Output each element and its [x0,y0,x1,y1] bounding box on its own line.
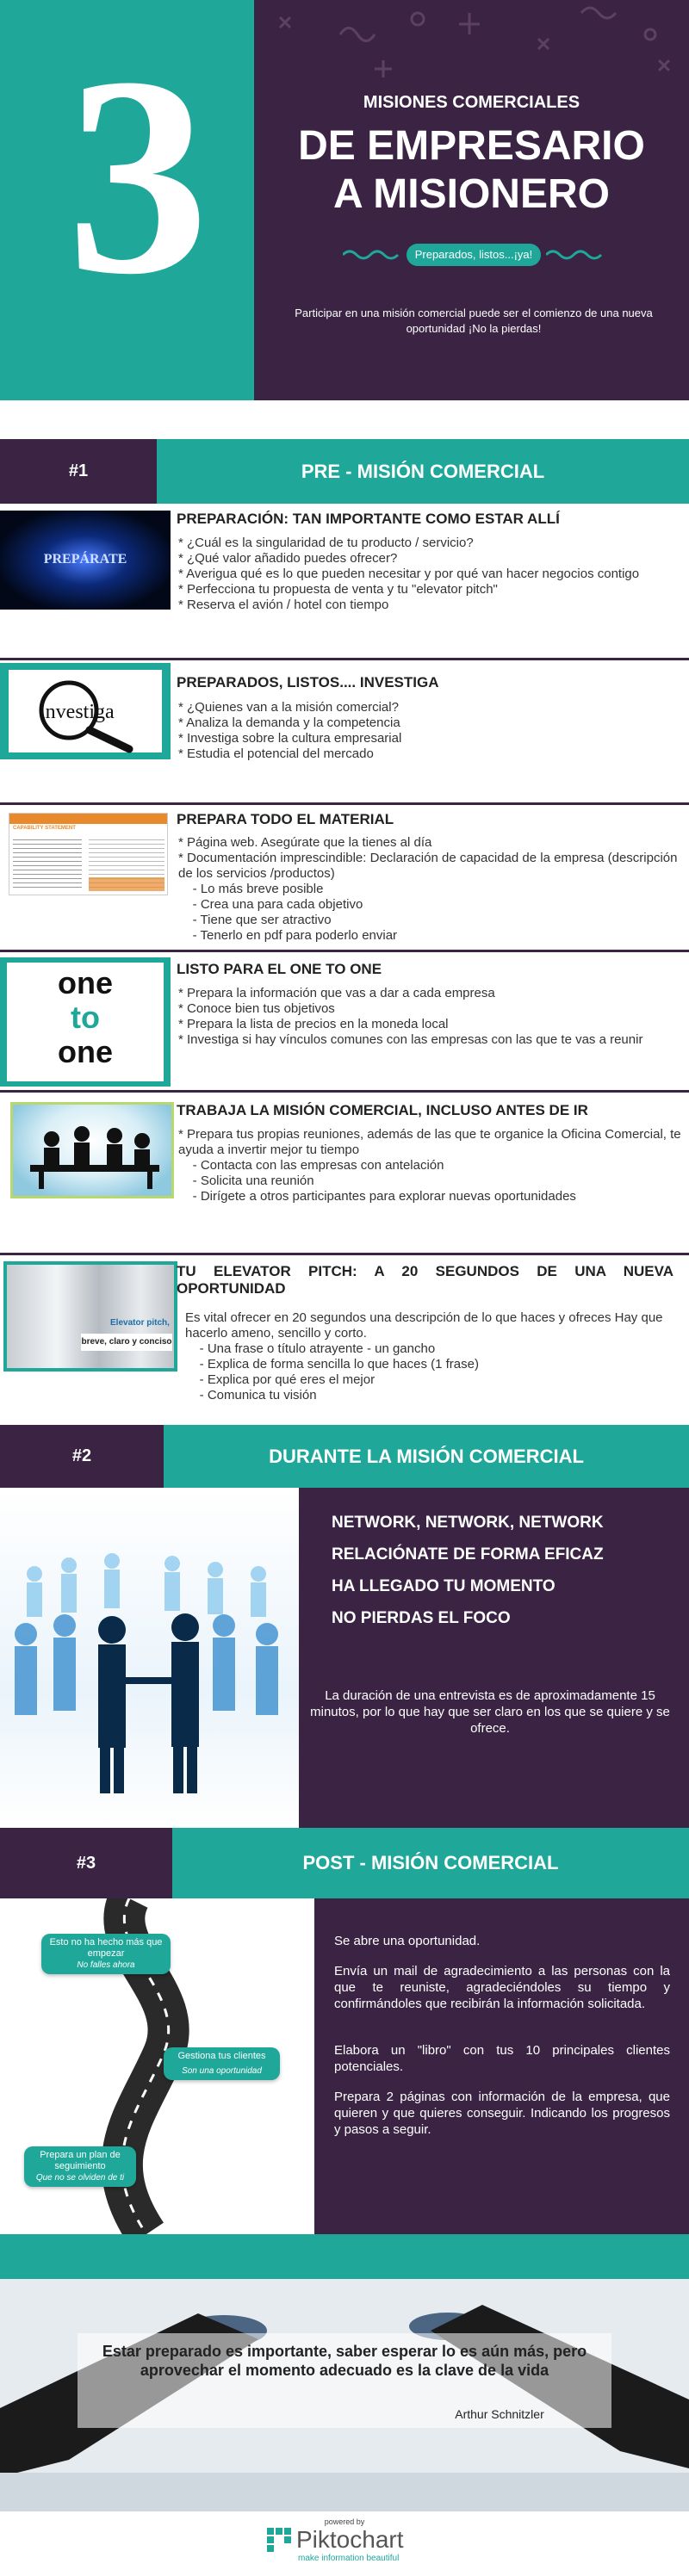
investigate-image [0,663,171,759]
item1-title: PREPARACIÓN: TAN IMPORTANTE COMO ESTAR ALLÍ [177,511,560,527]
list-item: * Prepara la información que vas a dar a cada empresa [178,986,495,1000]
section2-headline: HA LLEGADO TU MOMENTO [332,1577,556,1595]
item6-list [185,1310,676,1403]
decorative-pattern-icon [254,0,689,86]
teal-band [0,2234,689,2279]
section2-headline: RELACIÓNATE DE FORMA EFICAZ [332,1545,604,1564]
business-people-icon [0,1488,299,1828]
section3-paragraph: Se abre una oportunidad. [334,1934,481,1948]
list-item: - Tiene que ser atractivo [178,913,332,927]
list-item: * Analiza la demanda y la competencia [178,715,400,730]
section2-paragraph: La duración de una entrevista es de aproximadamente 15 minutos, por lo que hay que ser claro en los que se quiere y se ofrece. [310,1688,670,1736]
list-item: - Lo más breve posible [178,882,324,896]
list-item: * Documentación imprescindible: Declaración de capacidad de la empresa (descripción de los servicios /productos) [178,851,678,881]
divider [0,1253,689,1255]
section2-number: #2 [0,1425,164,1488]
item1-list [178,536,682,613]
hero-pill: Preparados, listos...¡ya! [407,244,541,266]
one-word-2: one [57,1034,113,1069]
divider [0,950,689,952]
item2-title: PREPARADOS, LISTOS.... INVESTIGA [177,674,439,690]
list-item: - Crea una para cada objetivo [178,897,363,912]
card-note: Son una oportunidad [182,2066,262,2076]
one-to-one-image [0,957,171,1087]
powered-by: powered by [324,2517,365,2526]
list-item: * Investiga si hay vínculos comunes con las empresas con las que te vas a reunir [178,1032,643,1047]
wave-right-icon [546,246,606,263]
meeting-image [10,1102,174,1198]
section3-paragraph: Prepara 2 páginas con información de la empresa, que quieren y que quieres conseguir. Indicando los progresos y pasos a seguir. [334,2090,670,2137]
item3-title: PREPARA TODO EL MATERIAL [177,811,394,827]
section3-paragraph: Elabora un "libro" con tus 10 principales clientes potenciales. [334,2043,670,2074]
quote-text: Estar preparado es importante, saber esperar lo es aún más, pero aprovechar el momento adecuado es la clave de la vida [102,2343,587,2379]
list-item: * Prepara la lista de precios en la moneda local [178,1017,449,1031]
item5-title: TRABAJA LA MISIÓN COMERCIAL, INCLUSO ANTES DE IR [177,1102,588,1118]
meeting-silhouettes-icon [13,1105,171,1196]
list-item: - Contacta con las empresas con antelación [178,1158,444,1173]
section3-number: #3 [0,1828,172,1898]
quote-author: Arthur Schnitzler [455,2407,544,2421]
investigate-image-text: investiga [40,701,115,723]
item5-list [178,1127,682,1204]
card-note: Que no se olviden de ti [35,2173,125,2183]
list-item: * Investiga sobre la cultura empresarial [178,731,402,746]
section1-title: PRE - MISIÓN COMERCIAL [157,439,689,504]
list-item: * Página web. Asegúrate que la tienes al día [178,835,432,850]
section1-number: #1 [0,439,157,504]
hero-line3: A MISIONERO [333,171,610,217]
card-title: Esto no ha hecho más que empezar [49,1937,163,1959]
list-item: * ¿Cuál es la singularidad de tu producto / servicio? [178,536,474,550]
elevator-image-text1: Elevator pitch, [110,1318,170,1328]
elevator-image-text2: breve, claro y conciso [81,1334,172,1351]
list-item: * ¿Quienes van a la misión comercial? [178,700,399,715]
item6-title: TU ELEVATOR PITCH: A 20 SEGUNDOS DE UNA NUEVA OPORTUNIDAD [177,1263,673,1297]
item3-list [178,835,682,944]
list-item: * Conoce bien tus objetivos [178,1001,335,1016]
prepare-image-text: PREPÁRATE [43,552,127,567]
list-item: - Tenerlo en pdf para poderlo enviar [178,928,398,943]
list-item: - Dirígete a otros participantes para explorar nuevas oportunidades [178,1189,576,1204]
section3-title: POST - MISIÓN COMERCIAL [172,1828,689,1898]
section3-paragraph: Envía un mail de agradecimiento a las personas con la que te reuniste, agradeciéndoles su tiempo y confirmándoles que recibirán la información solicitada. [334,1964,670,2011]
list-item: * Averigua qué es lo que pueden necesitar y por qué van hacer negocios contigo [178,567,640,581]
card-plan [24,2146,136,2187]
section2-panel [299,1488,689,1828]
list-item: * Reserva el avión / hotel con tiempo [178,598,389,612]
hero-subtitle: Participar en una misión comercial puede ser el comienzo de una nueva oportunidad ¡No la pierdas! [295,307,653,335]
item2-list [178,700,682,762]
card-note: No falles ahora [77,1960,135,1970]
piktochart-tagline: make information beautiful [298,2554,400,2563]
divider [0,658,689,660]
list-item: Es vital ofrecer en 20 segundos una descripción de lo que haces y ofreces Hay que hacerlo ameno, sencillo y corto. [185,1310,663,1341]
item4-title: LISTO PARA EL ONE TO ONE [177,961,382,977]
business-crowd-image [0,1488,299,1828]
divider [0,802,689,805]
capability-statement-image [9,813,168,895]
list-item: * Perfecciona tu propuesta de venta y tu "elevator pitch" [178,582,498,597]
item4-list [178,986,682,1048]
list-item: - Solicita una reunión [178,1173,314,1188]
list-item: - Explica por qué eres el mejor [185,1372,376,1387]
hero-banner [0,0,689,400]
card-start [41,1934,171,1974]
elevator-image [3,1261,177,1372]
section2-headline: NETWORK, NETWORK, NETWORK [332,1514,604,1532]
wave-left-icon [343,246,403,263]
list-item: * Estudia el potencial del mercado [178,746,374,761]
section2-title: DURANTE LA MISIÓN COMERCIAL [164,1425,689,1488]
section2-headline: NO PIERDAS EL FOCO [332,1609,511,1627]
list-item: - Una frase o título atrayente - un gancho [185,1341,436,1356]
to-word: to [71,1000,100,1035]
list-item: * ¿Qué valor añadido puedes ofrecer? [178,551,398,566]
piktochart-brand[interactable]: Piktochart [296,2526,404,2553]
prepare-image [0,511,171,610]
hero-line2: DE EMPRESARIO [298,123,645,169]
list-item: * Prepara tus propias reuniones, además de las que te organice la Oficina Comercial, te ayuda a invertir mejor tu tiempo [178,1127,681,1157]
card-clients [164,2047,280,2080]
card-title: Gestiona tus clientes [177,2051,266,2061]
one-word-1: one [57,965,113,1000]
piktochart-logo-icon [267,2528,291,2552]
hero-number: 3 [66,19,209,333]
card-title: Prepara un plan de seguimiento [40,2150,121,2171]
list-item: - Comunica tu visión [185,1388,317,1403]
list-item: - Explica de forma sencilla lo que haces (1 frase) [185,1357,479,1372]
capability-image-text: CAPABILITY STATEMENT [13,826,76,831]
hero-line1: MISIONES COMERCIALES [363,93,580,112]
divider [0,1090,689,1093]
